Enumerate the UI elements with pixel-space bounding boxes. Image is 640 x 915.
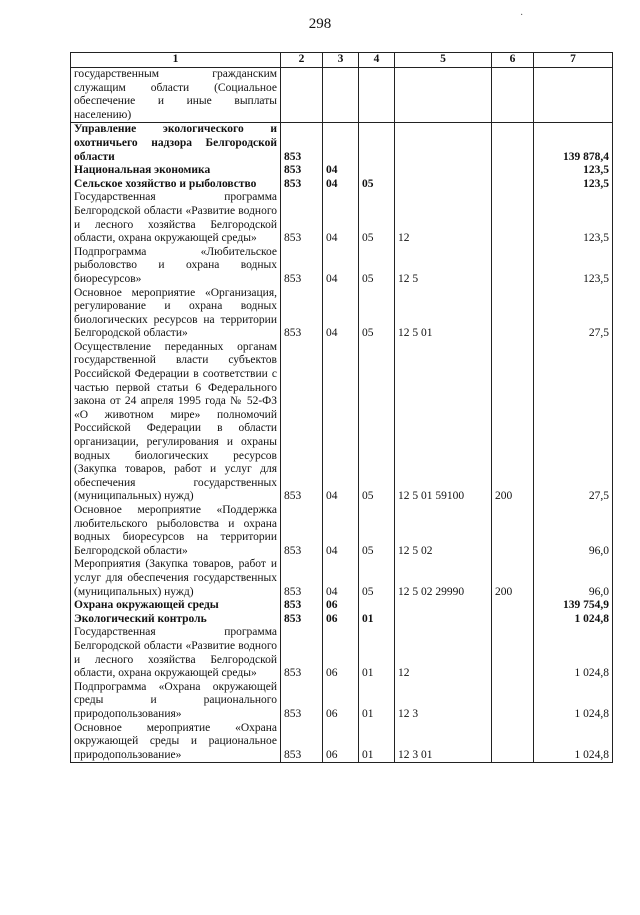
row-subsection-code [359, 599, 395, 613]
column-header: 2 [281, 53, 323, 68]
table-row [71, 123, 613, 164]
row-expense-type-code [492, 599, 534, 613]
row-subsection-code [359, 123, 395, 164]
row-subsection-code: 05 [359, 246, 395, 287]
row-amount: 1 024,8 [534, 626, 613, 680]
column-header: 7 [534, 53, 613, 68]
row-target-code: 12 5 [395, 246, 492, 287]
row-amount: 27,5 [534, 287, 613, 341]
row-target-code: 12 [395, 191, 492, 245]
row-name-cell: Национальная экономика [71, 164, 281, 178]
row-expense-type-code [492, 246, 534, 287]
row-target-code [395, 123, 492, 164]
column-header: 6 [492, 53, 534, 68]
row-section-code: 04 [323, 558, 359, 599]
row-name-cell: Основное мероприятие «Организация, регулирование и охрана водных биологических ресурсов на территории Белгородской области» [71, 287, 281, 341]
row-section-code: 06 [323, 613, 359, 627]
row-subsection-code: 05 [359, 341, 395, 504]
column-header: 1 [71, 53, 281, 68]
table-row [71, 558, 613, 599]
row-target-code: 12 5 01 [395, 287, 492, 341]
row-section-code: 06 [323, 626, 359, 680]
row-name-cell: Управление экологического и охотничьего надзора Белгородской области [71, 123, 281, 164]
row-section-code: 04 [323, 164, 359, 178]
row-expense-type-code [492, 68, 534, 123]
row-ministry-code: 853 [281, 626, 323, 680]
row-name-cell: Подпрограмма «Любительское рыболовство и охрана водных биоресурсов» [71, 246, 281, 287]
row-name-cell: Осуществление переданных органам государственной власти субъектов Российской Федерации в соответствии с частью первой статьи 6 Федерального закона от 24 апреля 1995 года № 52-ФЗ «О животном мире» полномочий Российской Федерации в области организации, регулирования и охраны водных биологических ресурсов (Закупка товаров, работ и услуг для обеспечения государственных (муниципальных) нужд) [71, 341, 281, 504]
row-section-code: 06 [323, 681, 359, 722]
row-ministry-code: 853 [281, 164, 323, 178]
row-section-code: 04 [323, 191, 359, 245]
table-row [71, 613, 613, 627]
row-amount: 1 024,8 [534, 613, 613, 627]
row-ministry-code: 853 [281, 341, 323, 504]
table-row [71, 178, 613, 192]
table-row [71, 722, 613, 763]
row-ministry-code: 853 [281, 178, 323, 192]
row-name-cell: Основное мероприятие «Поддержка любительского рыболовства и охрана водных биоресурсов на территории Белгородской области» [71, 504, 281, 558]
column-header: 3 [323, 53, 359, 68]
row-name-cell: государственным гражданским служащим области (Социальное обеспечение и иные выплаты населению) [71, 68, 281, 123]
row-section-code: 04 [323, 178, 359, 192]
row-amount: 123,5 [534, 164, 613, 178]
row-ministry-code: 853 [281, 613, 323, 627]
row-subsection-code: 05 [359, 178, 395, 192]
row-name-cell: Сельское хозяйство и рыболовство [71, 178, 281, 192]
row-target-code: 12 5 02 29990 [395, 558, 492, 599]
row-expense-type-code [492, 504, 534, 558]
row-amount: 96,0 [534, 504, 613, 558]
row-ministry-code: 853 [281, 681, 323, 722]
row-target-code [395, 613, 492, 627]
row-name-cell: Экологический контроль [71, 613, 281, 627]
page-number: 298 [308, 16, 332, 32]
table-row [71, 246, 613, 287]
row-expense-type-code [492, 287, 534, 341]
row-name-cell: Государственная программа Белгородской области «Развитие водного и лесного хозяйства Белгородской области, охрана окружающей среды» [71, 191, 281, 245]
row-expense-type-code [492, 722, 534, 763]
row-subsection-code [359, 164, 395, 178]
table-row [71, 681, 613, 722]
row-ministry-code: 853 [281, 722, 323, 763]
table-row [71, 341, 613, 504]
row-name-cell: Охрана окружающей среды [71, 599, 281, 613]
row-subsection-code: 01 [359, 626, 395, 680]
row-amount: 123,5 [534, 178, 613, 192]
table-row [71, 599, 613, 613]
row-amount [534, 68, 613, 123]
row-expense-type-code [492, 178, 534, 192]
table-row [71, 191, 613, 245]
row-amount: 139 878,4 [534, 123, 613, 164]
row-amount: 139 754,9 [534, 599, 613, 613]
row-amount: 27,5 [534, 341, 613, 504]
row-ministry-code: 853 [281, 558, 323, 599]
row-subsection-code: 01 [359, 681, 395, 722]
row-target-code: 12 5 02 [395, 504, 492, 558]
row-section-code: 04 [323, 504, 359, 558]
table-row [71, 164, 613, 178]
row-expense-type-code [492, 626, 534, 680]
row-amount: 123,5 [534, 191, 613, 245]
row-name-cell: Мероприятия (Закупка товаров, работ и услуг для обеспечения государственных (муниципальных) нужд) [71, 558, 281, 599]
row-expense-type-code: 200 [492, 558, 534, 599]
row-subsection-code: 01 [359, 722, 395, 763]
row-subsection-code: 05 [359, 504, 395, 558]
row-target-code: 12 3 01 [395, 722, 492, 763]
row-ministry-code: 853 [281, 191, 323, 245]
row-target-code [395, 68, 492, 123]
row-section-code [323, 123, 359, 164]
row-ministry-code: 853 [281, 599, 323, 613]
table-row [71, 626, 613, 680]
row-section-code: 04 [323, 287, 359, 341]
column-header: 5 [395, 53, 492, 68]
row-section-code: 04 [323, 246, 359, 287]
row-target-code [395, 599, 492, 613]
row-name-cell: Подпрограмма «Охрана окружающей среды и рационального природопользования» [71, 681, 281, 722]
row-amount: 123,5 [534, 246, 613, 287]
row-expense-type-code [492, 681, 534, 722]
row-expense-type-code [492, 613, 534, 627]
row-amount: 1 024,8 [534, 722, 613, 763]
row-name-cell: Государственная программа Белгородской области «Развитие водного и лесного хозяйства Белгородской области, охрана окружающей среды» [71, 626, 281, 680]
row-section-code: 06 [323, 722, 359, 763]
row-target-code: 12 3 [395, 681, 492, 722]
table-row [71, 287, 613, 341]
column-header: 4 [359, 53, 395, 68]
row-amount: 96,0 [534, 558, 613, 599]
row-subsection-code: 01 [359, 613, 395, 627]
table-header-row [71, 53, 613, 68]
row-expense-type-code [492, 164, 534, 178]
row-target-code: 12 5 01 59100 [395, 341, 492, 504]
row-ministry-code: 853 [281, 246, 323, 287]
row-ministry-code [281, 68, 323, 123]
budget-table [70, 52, 613, 763]
row-section-code [323, 68, 359, 123]
row-ministry-code: 853 [281, 123, 323, 164]
row-target-code [395, 164, 492, 178]
row-expense-type-code: 200 [492, 341, 534, 504]
row-subsection-code: 05 [359, 558, 395, 599]
row-subsection-code: 05 [359, 287, 395, 341]
row-section-code: 04 [323, 341, 359, 504]
table-body [71, 68, 613, 763]
row-target-code: 12 [395, 626, 492, 680]
row-expense-type-code [492, 191, 534, 245]
table-row [71, 68, 613, 123]
row-target-code [395, 178, 492, 192]
corner-mark: · [520, 10, 524, 21]
row-ministry-code: 853 [281, 287, 323, 341]
row-amount: 1 024,8 [534, 681, 613, 722]
row-expense-type-code [492, 123, 534, 164]
table-row [71, 504, 613, 558]
row-ministry-code: 853 [281, 504, 323, 558]
row-subsection-code [359, 68, 395, 123]
row-subsection-code: 05 [359, 191, 395, 245]
row-section-code: 06 [323, 599, 359, 613]
row-name-cell: Основное мероприятие «Охрана окружающей среды и рациональное природопользование» [71, 722, 281, 763]
